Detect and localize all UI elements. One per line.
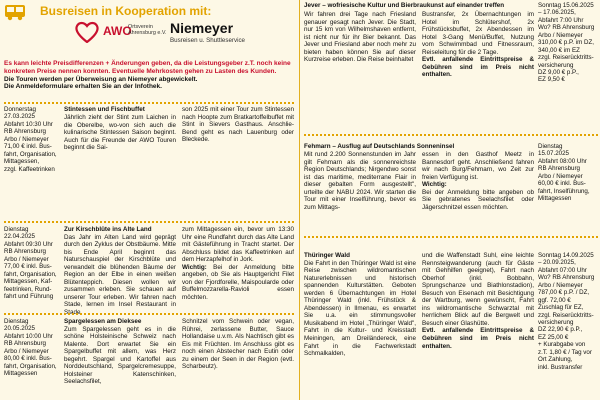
thueringen-col-a: Thüringer Wald Die Fahrt in den Thüringer Wald ist eine Reise zwischen wildromantischen Naturerlebnissen und historisch spannenden Kulturstätten. Geboten werden 6 Übernachtungen im Hotel Thüringer Wald (inkl. Frühstück & Abendessen) in Ilmenau, es erwartet Sie u.a. ein stimmungsvoller Musikabend im Hotel „Thüringer Wald", Fahrt in die Kultur- und Kreisstadt Meiningen, am Dreiländereck, eine Fahrt in die Fachwerkstadt Schmalkalden,: [304, 252, 416, 358]
awo-heart-logo: [74, 21, 100, 43]
header: [0, 0, 296, 60]
niemeyer-name: Niemeyer: [170, 20, 234, 36]
fehmarn-text-b: essen in den Gasthof Meetz in Bannesdorf geht. Anschließend fahren wir nach Burg/Fehmarn, wo Zeit zur freien Verfügung ist. Wichtig: Bei der Anmeldung bitte angeben ob Sie gebratenes Seelachsfilet oder Jägerschnitzel essen möchten.: [422, 151, 534, 211]
divider: [4, 102, 294, 104]
fehmarn-date: Dienstag 15.07.2025 Abfahrt 08:00 Uhr RB Ahrensburg Arbo / Niemeyer 60,00 € inkl. Bus- fahrt, Inselführung, Mittagessen: [538, 143, 590, 203]
trip1-title: Stintessen und Fischbuffet: [64, 106, 145, 113]
jever-date: Sonntag 15.06.2025 – 17.06.2025, Abfahrt 7:00 Uhr Wo? RB Ahrensburg Arbo / Niemeyer 310,00 € p.P. im DZ, 340,00 € im EZ zzgl. Reiserücktritts- versicherung DZ 9,00 € p.P., EZ 9,50 €: [538, 2, 595, 84]
trip2-col-a: Zur Kirschblüte ins Alte Land Das Jahr im Alten Land wird geprägt durch den Zyklus der Obstbäume. Mitte bis Ende April beginnt das Naturschauspiel der Kirschblüte und verwandelt die blühenden Bäume der Region an der Elbe in einen weißen Blütenteppich. Diesen wollen wir zusammen erleben. Sie schauen auf unserer Tour erleben. Wir fahren nach Stade, lernen im Insel Restaurant in Stade: [64, 226, 176, 317]
fehmarn-title: Fehmarn – Ausflug auf Deutschlands Sonneninsel: [304, 143, 455, 150]
notice-warning: Es kann leichte Preisdifferenzen + Änderungen geben, da die Leistungsgeber z.T. noch keine konkreten Preise nennen konnten. Eventuelle Mehrkosten gehen zu Lasten des Kunden.: [4, 60, 291, 75]
trip3-title: Spargelessen am Dieksee: [64, 318, 142, 325]
notice-forms: Die Anmeldeformulare erhalten Sie an der Infothek.: [4, 83, 162, 91]
awo-name: AWO: [103, 24, 132, 38]
column-divider: [299, 0, 300, 400]
divider: [4, 221, 294, 223]
jever-title: Jever – wofriesische Kultur und Bierbraukunst auf einander treffen: [304, 2, 505, 9]
notice: [4, 60, 296, 91]
fehmarn-text-a: Mit rund 2.200 Sonnenstunden im Jahr gilt Fehmarn als die sonnenreichste Region Deutschlands; Nirgendwo sonst ist das maritime, mediterrane Flair in dieser gebalten Form ausgestellt", urteilte der NABU 2024. Wir starten die Tour mit einer Inselführung, bevor es zum Mittags-: [304, 151, 416, 211]
jever-text-b: Bustransfer, 2x Übernachtungen im Hotel im Schlütershof, 2x Frühstücksbuffet, 2x Abendessen im Hotel 3-Gang Menü/Buffet, Nutzung vom Schwimmbad und Fitnessraum, Reiseleitung für die 2 Tage. Evtl. anfallende Eintrittspreise & Gebühren sind im Preis nicht enthalten.: [422, 11, 534, 79]
page-title: Busreisen in Kooperation mit:: [40, 4, 212, 18]
divider: [304, 134, 598, 136]
niemeyer-sub: Busreisen u. Shuttleservice: [170, 37, 245, 44]
notice-payment: Die Touren werden per Überweisung an Niemeyer abgewickelt.: [4, 75, 198, 83]
divider: [4, 313, 294, 315]
trip1-date: Donnerstag 27.03.2025 Abfahrt 10:30 Uhr RB Ahrensburg Arbo / Niemeyer 71,00 € inkl. Bus- fahrt, Organisation, Mittagessen, zzgl. Kaffeetrinken: [4, 106, 57, 173]
bus-icon: [4, 4, 24, 20]
thueringen-date: Sonntag 14.09.2025 – 20.09.2025, Abfahrt 07:00 Uhr Wo? RB Ahrensburg Arbo / Niemeyer 787,00 € p.P. / DZ, ggf. 72,00 € Zuschlag für EZ, zzgl. Reiserücktritts- versicherung DZ 22,90 € p.P., EZ 25,00 € + Kurabgabe von z.T. 1,80 € / Tag vor Ort Zahlung, inkl. Bustransfer: [538, 252, 595, 371]
trip1-text-b: son 2025 mit einer Tour zum Stintessen nach Hoopte zum Bratkartoffelbuffet mit Stint in Sievers Gasthaus. Anschlie-Bend geht es nach Lauenburg oder Bleckede.: [182, 106, 294, 144]
thueringen-col-b: und die Waffenstadt Suhl, eine leichte Rennsteigwanderung (auch für Gäste mit Gehhilfen geeignet), Fahrt nach Oberhof (inkl. Bobbahn, Sprungschanze und Biathlonstadion), Besuch von Eisenach mit Besichtigung der Wartburg, wenn gewünscht, Fahrt ins wildromantische Schwarztal mit herrlichem Blick auf die Bergwelt und Besuch einer Glashütte. Evtl. anfallende Eintrittspreise & Gebühren sind im Preis nicht enthalten.: [422, 252, 534, 350]
trip1-text-a: Jährlich zieht der Stint zum Laichen in die Oberelbe, wo-von sich auch die kulinarische Stintessen Saison beginnt. Auch für die Freunde der AWO Touren beginnt die Sai-: [64, 114, 176, 152]
divider: [304, 236, 598, 238]
trip2-title: Zur Kirschblüte ins Alte Land: [64, 226, 152, 233]
trip2-date: Dienstag 22.04.2025 Abfahrt 09:30 Uhr RB Ahrensburg Arbo / Niemeyer 77,00 € inkl. Bus- fahrt, Organisation, Mittagessen, Kaf- feetrinken, Rund- fahrt und Führung: [4, 226, 57, 300]
jever-text-a: Wir fahren drei Tage nach Friesland genauer gesagt nach Jever. Die Stadt, nur 15 km von Wilhelmshaven entfernt, ist nicht nur für ihr Bier bekannt. Das Jever und Friesland aber noch mehr zu bieten haben können Sie auf dieser Kurzreise erleben. Die Reise beinhaltet: [304, 11, 416, 64]
trip3-col-b: Schnitzel vom Schwein oder vegan, Rührei, zerlassene Butter, Sauce Hollandaise u.v.m. Als Nachtisch gibt es Eis mit Früchten. Im Anschluss gibt es noch einen Abstecher nach Eutin oder zu einem der Seen in der Region (evtl. Scharbeutz).: [182, 318, 294, 371]
trip3-date: Dienstag 20.05.2025 Abfahrt 10:00 Uhr RB Ahrensburg Arbo / Niemeyer 80,00 € inkl. Bus- fahrt, Organisation, Mittagessen: [4, 318, 57, 378]
trip2-col-b: zum Mittagessen ein, bevor um 13:30 Uhr eine Rundfahrt durch das Alte Land mit Gästeführung in Tracht startet. Der Abschluss bildet das Kaffeetrinken auf dem Herzapfelhof in Jork. Wichtig: Bei der Anmeldung bitte angeben, ob Sie als Hauptgericht Filet von der Fjordforelle, Maispoularde oder Buffelmozzarella-Ravioli essen möchten.: [182, 226, 294, 301]
trip3-col-a: Spargelessen am Dieksee Zum Spargelessen geht es in die schöne Holsteinische Schweiz nach Malente. Dort erwartet Sie ein Spargelbuffet mit allem, was Herz begehrt. Spargel und Kartoffel aus Norddeutschland, Spargelcremesuppe, Holsteiner Katenschinken, Seelachsfilet,: [64, 318, 176, 386]
awo-sub: Ortsverein Ahrensburg e.V.: [128, 24, 167, 37]
